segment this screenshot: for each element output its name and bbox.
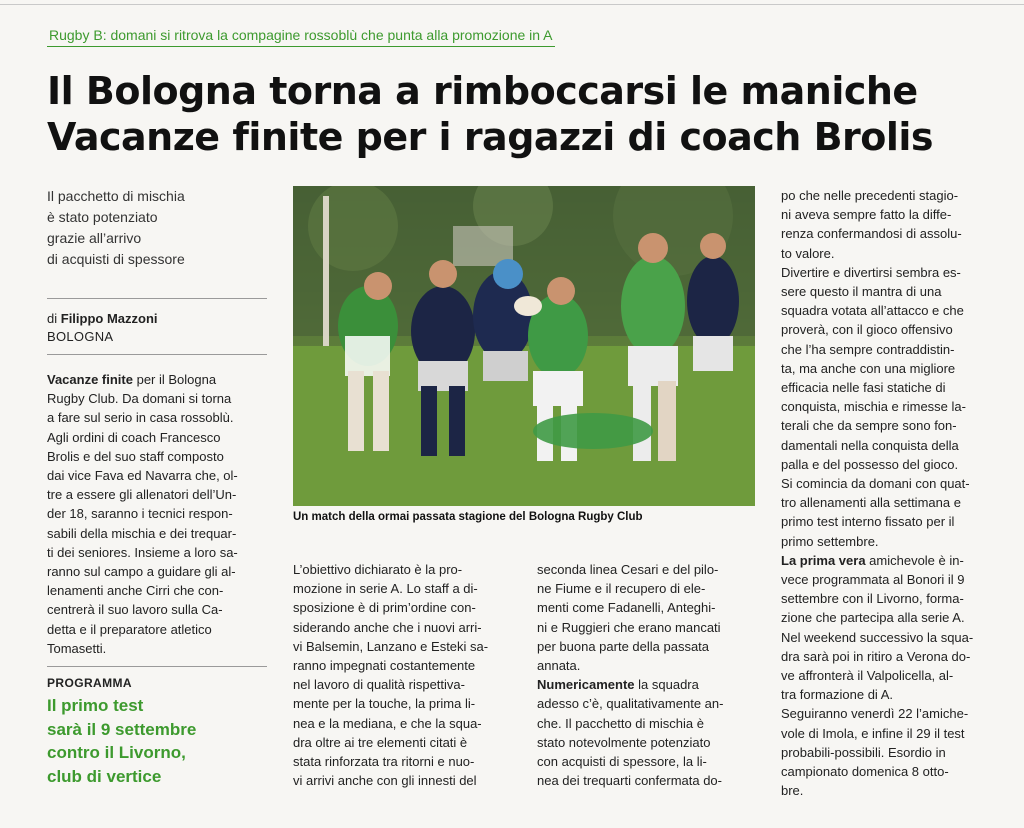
lead-in-text: La prima vera: [781, 552, 866, 568]
text-line: ta, ma anche con una migliore: [781, 360, 956, 376]
programma-line: club di vertice: [47, 766, 162, 786]
text-line: vi arrivi anche con gli innesti del: [293, 773, 477, 789]
text-line: nea e la mediana, e che la squa-: [293, 715, 482, 731]
divider: [47, 666, 267, 667]
text-line: centrerà il suo lavoro sulla Ca-: [47, 602, 223, 618]
text-line: Divertire e divertirsi sembra es-: [781, 264, 961, 280]
programma-label: PROGRAMMA: [47, 676, 132, 690]
text-line: conquista, mischia e rimesse la-: [781, 399, 966, 415]
kicker: Rugby B: domani si ritrova la compagine rossoblù che punta alla promozione in A: [47, 26, 555, 47]
text-line: [781, 551, 999, 570]
text-line: ti dei seniores. Insieme a loro sa-: [47, 544, 238, 560]
text-line: stata rinforzata tra ritorni e nuo-: [293, 754, 475, 770]
text-line: probabili-possibili. Esordio in: [781, 744, 946, 760]
text-line: vece programmata al Bonori il 9: [781, 572, 965, 588]
article-column-2: [293, 560, 511, 790]
text-line: Brolis e del suo staff composto: [47, 448, 224, 464]
divider: [47, 354, 267, 355]
text-line: [537, 675, 755, 694]
text-line: sabili della mischia e dei trequar-: [47, 525, 237, 541]
text-line: Rugby Club. Da domani si torna: [47, 391, 232, 407]
subhead-line: di acquisti di spessore: [47, 251, 185, 267]
text-line: palla e del possesso del gioco.: [781, 456, 959, 472]
divider: [47, 298, 267, 299]
byline-author: Filippo Mazzoni: [60, 311, 158, 326]
text-line: squadra votata all’attacco e che: [781, 303, 964, 319]
text-line: sposizione è di prim’ordine con-: [293, 600, 476, 616]
text-line: tra formazione di A.: [781, 687, 893, 703]
programma-line: contro il Livorno,: [47, 743, 186, 762]
programma-line: sarà il 9 settembre: [47, 719, 197, 739]
text-line: der 18, saranno i tecnici respon-: [47, 506, 233, 522]
headline: [47, 68, 1007, 160]
text-line: tre a essere gli allenatori dell’Un-: [47, 487, 237, 503]
subhead-line: grazie all’arrivo: [47, 230, 142, 246]
text-line: Seguiranno venerdì 22 l’amiche-: [781, 706, 969, 722]
text-line: ne Fiume e il recupero di ele-: [537, 581, 706, 597]
lead-in-text: Vacanze finite: [47, 372, 133, 387]
text-line: primo settembre.: [781, 533, 879, 549]
text-line: per buona parte della passata: [537, 638, 710, 654]
text-line: vole di Imola, e infine il 29 il test: [781, 725, 965, 741]
text-line: siderando anche che i nuovi arri-: [293, 619, 482, 635]
byline-city: BOLOGNA: [47, 329, 114, 344]
text-fragment: la squadra: [634, 677, 699, 693]
text-line: ni aveva sempre fatto la diffe-: [781, 207, 952, 223]
programma-text: [47, 694, 267, 788]
top-rule: [0, 4, 1024, 5]
text-fragment: amichevole è in-: [865, 552, 964, 568]
text-line: adesso c’è, qualitativamente an-: [537, 696, 724, 712]
photo-caption: Un match della ormai passata stagione del Bologna Rugby Club: [293, 511, 643, 523]
lead-in-text: Numericamente: [537, 677, 635, 693]
text-line: po che nelle precedenti stagio-: [781, 188, 959, 203]
text-line: annata.: [537, 658, 581, 674]
article-column-1: [47, 370, 267, 658]
text-line: to valore.: [781, 245, 835, 261]
text-line: tro allenamenti alla settimana e: [781, 495, 961, 511]
text-line: zione che partecipa alla serie A.: [781, 610, 965, 626]
text-line: primo test interno fissato per il: [781, 514, 955, 530]
headline-line: Vacanze finite per i ragazzi di coach Brolis: [47, 115, 934, 159]
text-line: dai vice Fava ed Navarra che, ol-: [47, 468, 238, 484]
subhead-line: Il pacchetto di mischia: [47, 188, 185, 204]
article-column-4: [781, 186, 999, 801]
subheadline: [47, 186, 267, 270]
text-line: detta e il preparatore atletico: [47, 621, 212, 637]
text-line: ranno impegnati costantemente: [293, 658, 476, 674]
text-line: damentali nella conquista della: [781, 437, 959, 453]
text-line: Agli ordini di coach Francesco: [47, 429, 221, 445]
text-line: a fare sul serio in casa rossoblù.: [47, 410, 234, 426]
subhead-line: è stato potenziato: [47, 209, 158, 225]
byline: [47, 310, 267, 346]
text-line: dra sarà poi in ritiro a Verona do-: [781, 648, 971, 664]
text-line: ranno sul campo a guidare gli al-: [47, 564, 236, 580]
text-line: stato notevolmente potenziato: [537, 734, 711, 750]
text-line: nea dei trequarti confermata do-: [537, 773, 722, 789]
text-line: Tomasetti.: [47, 640, 107, 656]
text-line: lenamenti anche Cirri che con-: [47, 583, 224, 599]
programma-line: Il primo test: [47, 696, 144, 715]
text-line: [47, 370, 267, 389]
text-line: seconda linea Cesari e del pilo-: [537, 562, 719, 577]
text-line: con acquisti di spessore, la li-: [537, 754, 707, 770]
text-line: ni e Ruggieri che erano mancati: [537, 619, 721, 635]
text-line: menti come Fadanelli, Anteghi-: [537, 600, 716, 616]
byline-prefix: di: [47, 311, 58, 326]
text-fragment: per il Bologna: [132, 372, 217, 387]
text-line: settembre con il Livorno, forma-: [781, 591, 964, 607]
text-line: ve affronterà il Valpolicella, al-: [781, 668, 954, 684]
text-line: mozione in serie A. Lo staff a di-: [293, 581, 478, 597]
text-line: Si comincia da domani con quat-: [781, 476, 970, 492]
text-line: terali che da sempre sono fon-: [781, 418, 957, 434]
headline-line: Il Bologna torna a rimboccarsi le maniche: [47, 69, 918, 113]
rugby-scrum-illustration: [293, 186, 755, 506]
text-line: campionato domenica 8 otto-: [781, 764, 949, 780]
text-line: che l’ha sempre contraddistin-: [781, 341, 955, 357]
text-line: L’obiettivo dichiarato è la pro-: [293, 562, 463, 577]
text-line: dra oltre ai tre elementi citati è: [293, 734, 468, 750]
rugby-match-photo: [293, 186, 755, 506]
text-line: bre.: [781, 783, 804, 799]
text-line: efficacia nelle fasi statiche di: [781, 380, 946, 396]
text-line: che. Il pacchetto di mischia è: [537, 715, 704, 731]
text-line: Nel weekend successivo la squa-: [781, 629, 974, 645]
text-line: vi Balsemin, Lanzano e Esteki sa-: [293, 638, 489, 654]
text-line: proverà, con il gioco offensivo: [781, 322, 953, 338]
text-line: renza confermandosi di assolu-: [781, 226, 962, 242]
text-line: sere questo il mantra di una: [781, 284, 942, 300]
text-line: nel lavoro di qualità rispettiva-: [293, 677, 465, 693]
text-line: mente per la touche, la prima li-: [293, 696, 476, 712]
article-column-3: [537, 560, 755, 790]
